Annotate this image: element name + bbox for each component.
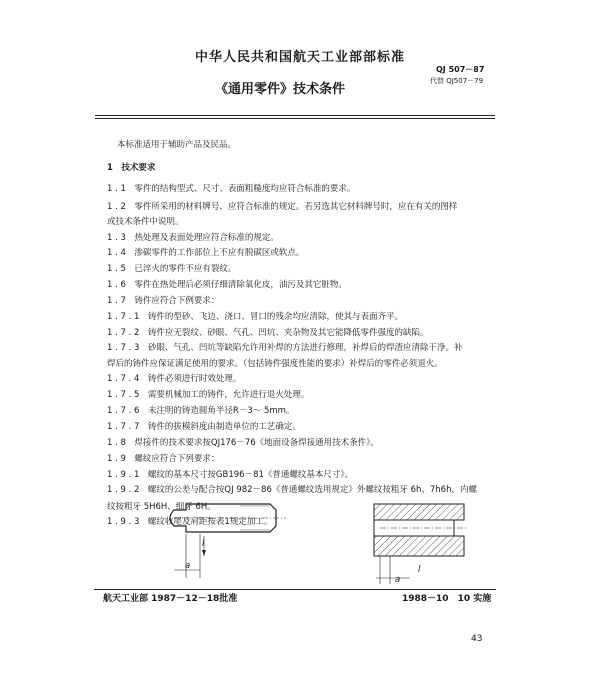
document-title: 《通用零件》技术条件 [214, 82, 345, 97]
right-figure-l-label: l [418, 565, 421, 575]
body-line: 1 . 3 热处理及表面处理应符合标准的规定。 [107, 233, 279, 243]
hole-figure [370, 500, 470, 590]
body-line: 1 . 7 . 6 未注明的铸造圆角半径R－3～ 5mm。 [107, 406, 295, 416]
left-figure-a-label: a [185, 561, 191, 571]
body-line: 1 . 9 . 3 螺纹收尾及肩距按表1规定加工。 [107, 517, 273, 527]
body-line: 1 . 7 . 3 砂眼、气孔、凹坑等缺陷允许用补焊的方法进行修理，补焊后的焊渣应清除干净。补 [107, 343, 463, 353]
body-line: 焊后的铸件应保证满足使用的要求。（包括铸件强度性能的要求）补焊后的零件必须退火。 [107, 359, 443, 369]
section-title: 1 技术要求 [107, 163, 156, 173]
header-rule-bottom [95, 118, 495, 119]
page-number: 43 [471, 634, 483, 644]
body-line: 1 . 7 . 4 铸件必须进行时效处理。 [107, 374, 242, 384]
intro-text: 本标准适用于辅助产品及民品。 [117, 140, 237, 150]
approval-date: 航天工业部 1987－12－18批准 [103, 594, 238, 604]
header-rule-top [95, 115, 495, 116]
body-line: 1 . 7 . 2 铸件应无裂纹、砂眼、气孔、凹坑、夹杂物及其它能降低零件强度的缺陷。 [107, 328, 429, 338]
body-line: 1 . 7 . 5 需要机械加工的铸件，允许进行退火处理。 [107, 390, 310, 400]
footer-rule [94, 589, 496, 590]
body-line: 纹按粗牙 5H6H、细牙 6H。 [107, 502, 216, 512]
body-line: 1 . 9 . 1 螺纹的基本尺寸按GB196－81《普通螺纹基本尺寸》。 [107, 470, 354, 480]
right-figure-a-label: a [395, 575, 401, 585]
body-line: 1 . 7 铸件应符合下例要求： [107, 296, 220, 306]
body-line: 1 . 8 焊接件的技术要求按QJ176－76《地面设备焊接通用技术条件》。 [107, 438, 379, 448]
standard-code: QJ 507－87 [436, 65, 485, 74]
body-line: 1 . 9 . 2 螺纹的公差与配合按QJ 982－86《普通螺纹选用规定》外螺纹按粗牙 6h、7h6h，内螺 [107, 485, 477, 495]
body-line: 1 . 4 渗碳零件的工作部位上不应有脱碳区或软点。 [107, 248, 305, 258]
bolt-figure [160, 498, 310, 588]
body-line: 或技术条件中说明。 [107, 217, 184, 227]
body-line: 1 . 7 . 7 铸件的拔模斜度由制造单位的工艺确定。 [107, 422, 301, 432]
effective-date: 1988－10 10 实施 [402, 594, 492, 604]
replaces-code: 代替 QJ507－79 [430, 77, 484, 85]
body-line: 1 . 2 零件所采用的材料牌号、应符合标准的规定。若另选其它材料牌号时，应在有关的图样 [107, 202, 458, 212]
body-line: 1 . 1 零件的结构型式、尺寸、表面粗糙度均应符合标准的要求。 [107, 184, 356, 194]
left-figure-l-label: l [202, 539, 205, 549]
body-line: 1 . 6 零件在热处理后必须仔细清除氧化皮，油污及其它脏物。 [107, 280, 347, 290]
org-standard-title: 中华人民共和国航天工业部部标准 [194, 50, 405, 65]
body-line: 1 . 5 已淬火的零件不应有裂纹。 [107, 264, 237, 274]
body-line: 1 . 9 螺纹应符合下列要求： [107, 454, 220, 464]
body-line: 1 . 7 . 1 铸件的型砂、飞边、浇口、冒口的残余均应清除，使其与表面齐平。 [107, 312, 403, 322]
